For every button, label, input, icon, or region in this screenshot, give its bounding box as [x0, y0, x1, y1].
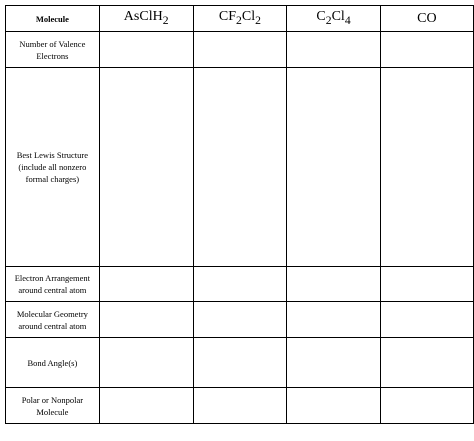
answer-cell[interactable]: [99, 68, 193, 267]
row-label-polarity: Polar or Nonpolar Molecule: [6, 388, 100, 424]
answer-cell[interactable]: [193, 302, 287, 338]
answer-cell[interactable]: [380, 32, 473, 68]
row-label-lewis-structure: Best Lewis Structure (include all nonzero formal charges): [6, 68, 100, 267]
molecule-header-co: CO: [380, 6, 473, 32]
answer-cell[interactable]: [193, 267, 287, 302]
row-bond-angles: [6, 338, 474, 388]
answer-cell[interactable]: [193, 68, 287, 267]
molecule-header-c2cl4: $C_2Cl_4$: [287, 6, 381, 32]
answer-cell[interactable]: [287, 267, 381, 302]
answer-cell[interactable]: [287, 338, 381, 388]
molecule-header-label: Molecule: [6, 6, 100, 32]
answer-cell[interactable]: [193, 338, 287, 388]
answer-cell[interactable]: [380, 388, 473, 424]
row-label-valence-electrons: Number of Valence Electrons: [6, 32, 100, 68]
answer-cell[interactable]: [99, 32, 193, 68]
row-label-molecular-geometry: Molecular Geometry around central atom: [6, 302, 100, 338]
row-label-bond-angles: Bond Angle(s): [6, 338, 100, 388]
molecule-worksheet-table: [5, 5, 474, 424]
row-lewis-structure: [6, 68, 474, 267]
answer-cell[interactable]: [380, 302, 473, 338]
row-electron-arrangement: [6, 267, 474, 302]
answer-cell[interactable]: [99, 338, 193, 388]
molecule-header-asclh2: AsClH$_2$: [99, 6, 193, 32]
row-molecular-geometry: [6, 302, 474, 338]
answer-cell[interactable]: [380, 267, 473, 302]
answer-cell[interactable]: [193, 388, 287, 424]
answer-cell[interactable]: [380, 68, 473, 267]
row-valence-electrons: [6, 32, 474, 68]
answer-cell[interactable]: [99, 267, 193, 302]
answer-cell[interactable]: [287, 32, 381, 68]
answer-cell[interactable]: [99, 388, 193, 424]
molecule-header-cf2cl2: $CF_2Cl_2$: [193, 6, 287, 32]
row-label-electron-arrangement: Electron Arrangement around central atom: [6, 267, 100, 302]
answer-cell[interactable]: [287, 68, 381, 267]
answer-cell[interactable]: [287, 388, 381, 424]
answer-cell[interactable]: [99, 302, 193, 338]
answer-cell[interactable]: [193, 32, 287, 68]
header-row: [6, 6, 474, 32]
answer-cell[interactable]: [380, 338, 473, 388]
answer-cell[interactable]: [287, 302, 381, 338]
row-polarity: [6, 388, 474, 424]
